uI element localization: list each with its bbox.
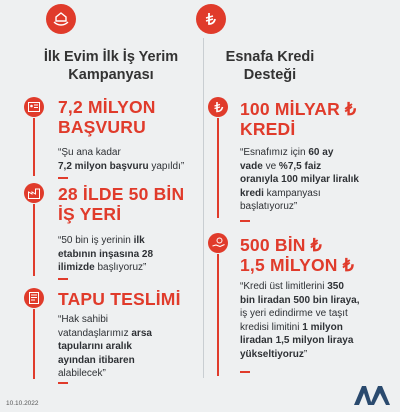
left-title-line2: Kampanyası	[68, 67, 154, 83]
quote-text: “Kredi üst limitlerini	[240, 281, 328, 292]
quote-bold: kredi	[240, 187, 264, 199]
quote-end-mark	[240, 220, 250, 222]
left-item3-quote	[58, 313, 203, 381]
quote-text: “Hak sahibi	[58, 314, 109, 325]
quote-bold: yükseltiyoruz	[240, 348, 304, 360]
left-item2-line	[33, 204, 35, 276]
quote-text: ve	[262, 160, 279, 172]
left-item1-head-line2: BAŞVURU	[58, 117, 146, 137]
quote-text: başlıyoruz”	[94, 262, 147, 273]
right-item2-quote	[240, 280, 395, 361]
deed-document-icon	[24, 288, 44, 308]
right-item1-head-line2: KREDİ	[240, 119, 296, 139]
quote-text: iş yeri edindirme ve taşıt	[240, 308, 348, 319]
quote-text: kredisi limitini	[240, 321, 303, 333]
quote-bold: 60 ay	[308, 147, 334, 158]
right-item2-head-line1: 500 BİN ₺	[240, 235, 322, 255]
left-item2-head-line2: İŞ YERİ	[58, 204, 122, 224]
quote-end-mark	[240, 371, 250, 373]
quote-text: kampanyası	[263, 187, 321, 199]
quote-text: başlatıyoruz”	[240, 201, 298, 212]
left-item1-line	[33, 118, 35, 176]
lira-sign-icon	[208, 97, 228, 117]
quote-end-mark	[58, 382, 68, 384]
hand-coin-icon	[208, 233, 228, 253]
right-column-title	[210, 48, 330, 84]
id-card-icon	[24, 97, 44, 117]
column-divider	[203, 38, 204, 378]
quote-bold: oranıyla 100 milyar liralık	[240, 174, 359, 185]
quote-bold: vade	[240, 160, 263, 172]
publish-date: 10.10.2022	[6, 400, 39, 407]
right-item2-heading	[240, 235, 354, 275]
left-title-line1: İlk Evim İlk İş Yerim	[43, 49, 179, 65]
quote-bold: bin liradan 500 bin liraya,	[240, 294, 360, 306]
quote-bold: liradan 1,5 milyon liraya	[240, 335, 354, 346]
quote-text: “Şu ana kadar	[58, 147, 121, 158]
left-item2-heading	[58, 184, 184, 224]
factory-icon	[24, 183, 44, 203]
quote-text: ”	[303, 348, 308, 360]
left-item3-head-line1: TAPU TESLİMİ	[58, 289, 181, 309]
right-item1-quote	[240, 146, 390, 214]
quote-end-mark	[58, 177, 68, 179]
lira-coin-icon	[196, 4, 226, 34]
right-title-line1: Esnafa Kredi	[225, 49, 315, 65]
house-hands-icon	[46, 4, 76, 34]
quote-end-mark	[58, 278, 68, 280]
quote-bold: arsa	[131, 327, 152, 339]
quote-bold: etabının inşasına 28	[58, 248, 154, 260]
right-item1-heading	[240, 99, 356, 139]
quote-text: yapıldı”	[148, 160, 185, 172]
left-item3-heading	[58, 289, 181, 309]
quote-bold: 1 milyon	[302, 321, 343, 333]
quote-bold: %7,5 faiz	[278, 160, 322, 172]
quote-bold: ilk	[133, 235, 145, 246]
left-column-title	[26, 48, 196, 84]
left-item1-head-line1: 7,2 MİLYON	[58, 97, 156, 117]
right-item2-head-line2: 1,5 MİLYON ₺	[240, 255, 355, 275]
left-item1-heading	[58, 97, 156, 137]
quote-bold: 7,2 milyon başvuru	[58, 160, 149, 172]
quote-bold: ayından itibaren	[58, 354, 135, 366]
right-item1-head-line1: 100 MİLYAR ₺	[240, 99, 357, 119]
right-title-line2: Desteği	[243, 67, 297, 83]
quote-bold: 350	[327, 281, 344, 292]
aa-logo	[352, 384, 392, 406]
quote-text: “50 bin iş yerinin	[58, 235, 134, 246]
quote-text: vatandaşlarımız	[58, 327, 132, 339]
quote-text: “Esnafımız için	[240, 147, 309, 158]
left-item2-head-line1: 28 İLDE 50 BİN	[58, 184, 185, 204]
quote-text: alabilecek”	[58, 368, 106, 379]
left-item3-line	[33, 309, 35, 379]
right-item2-line	[217, 254, 219, 376]
right-item1-line	[217, 118, 219, 218]
quote-bold: ilimizde	[58, 262, 95, 273]
left-item2-quote	[58, 234, 203, 275]
left-item1-quote	[58, 146, 203, 173]
quote-bold: tapularını aralık	[58, 341, 132, 352]
